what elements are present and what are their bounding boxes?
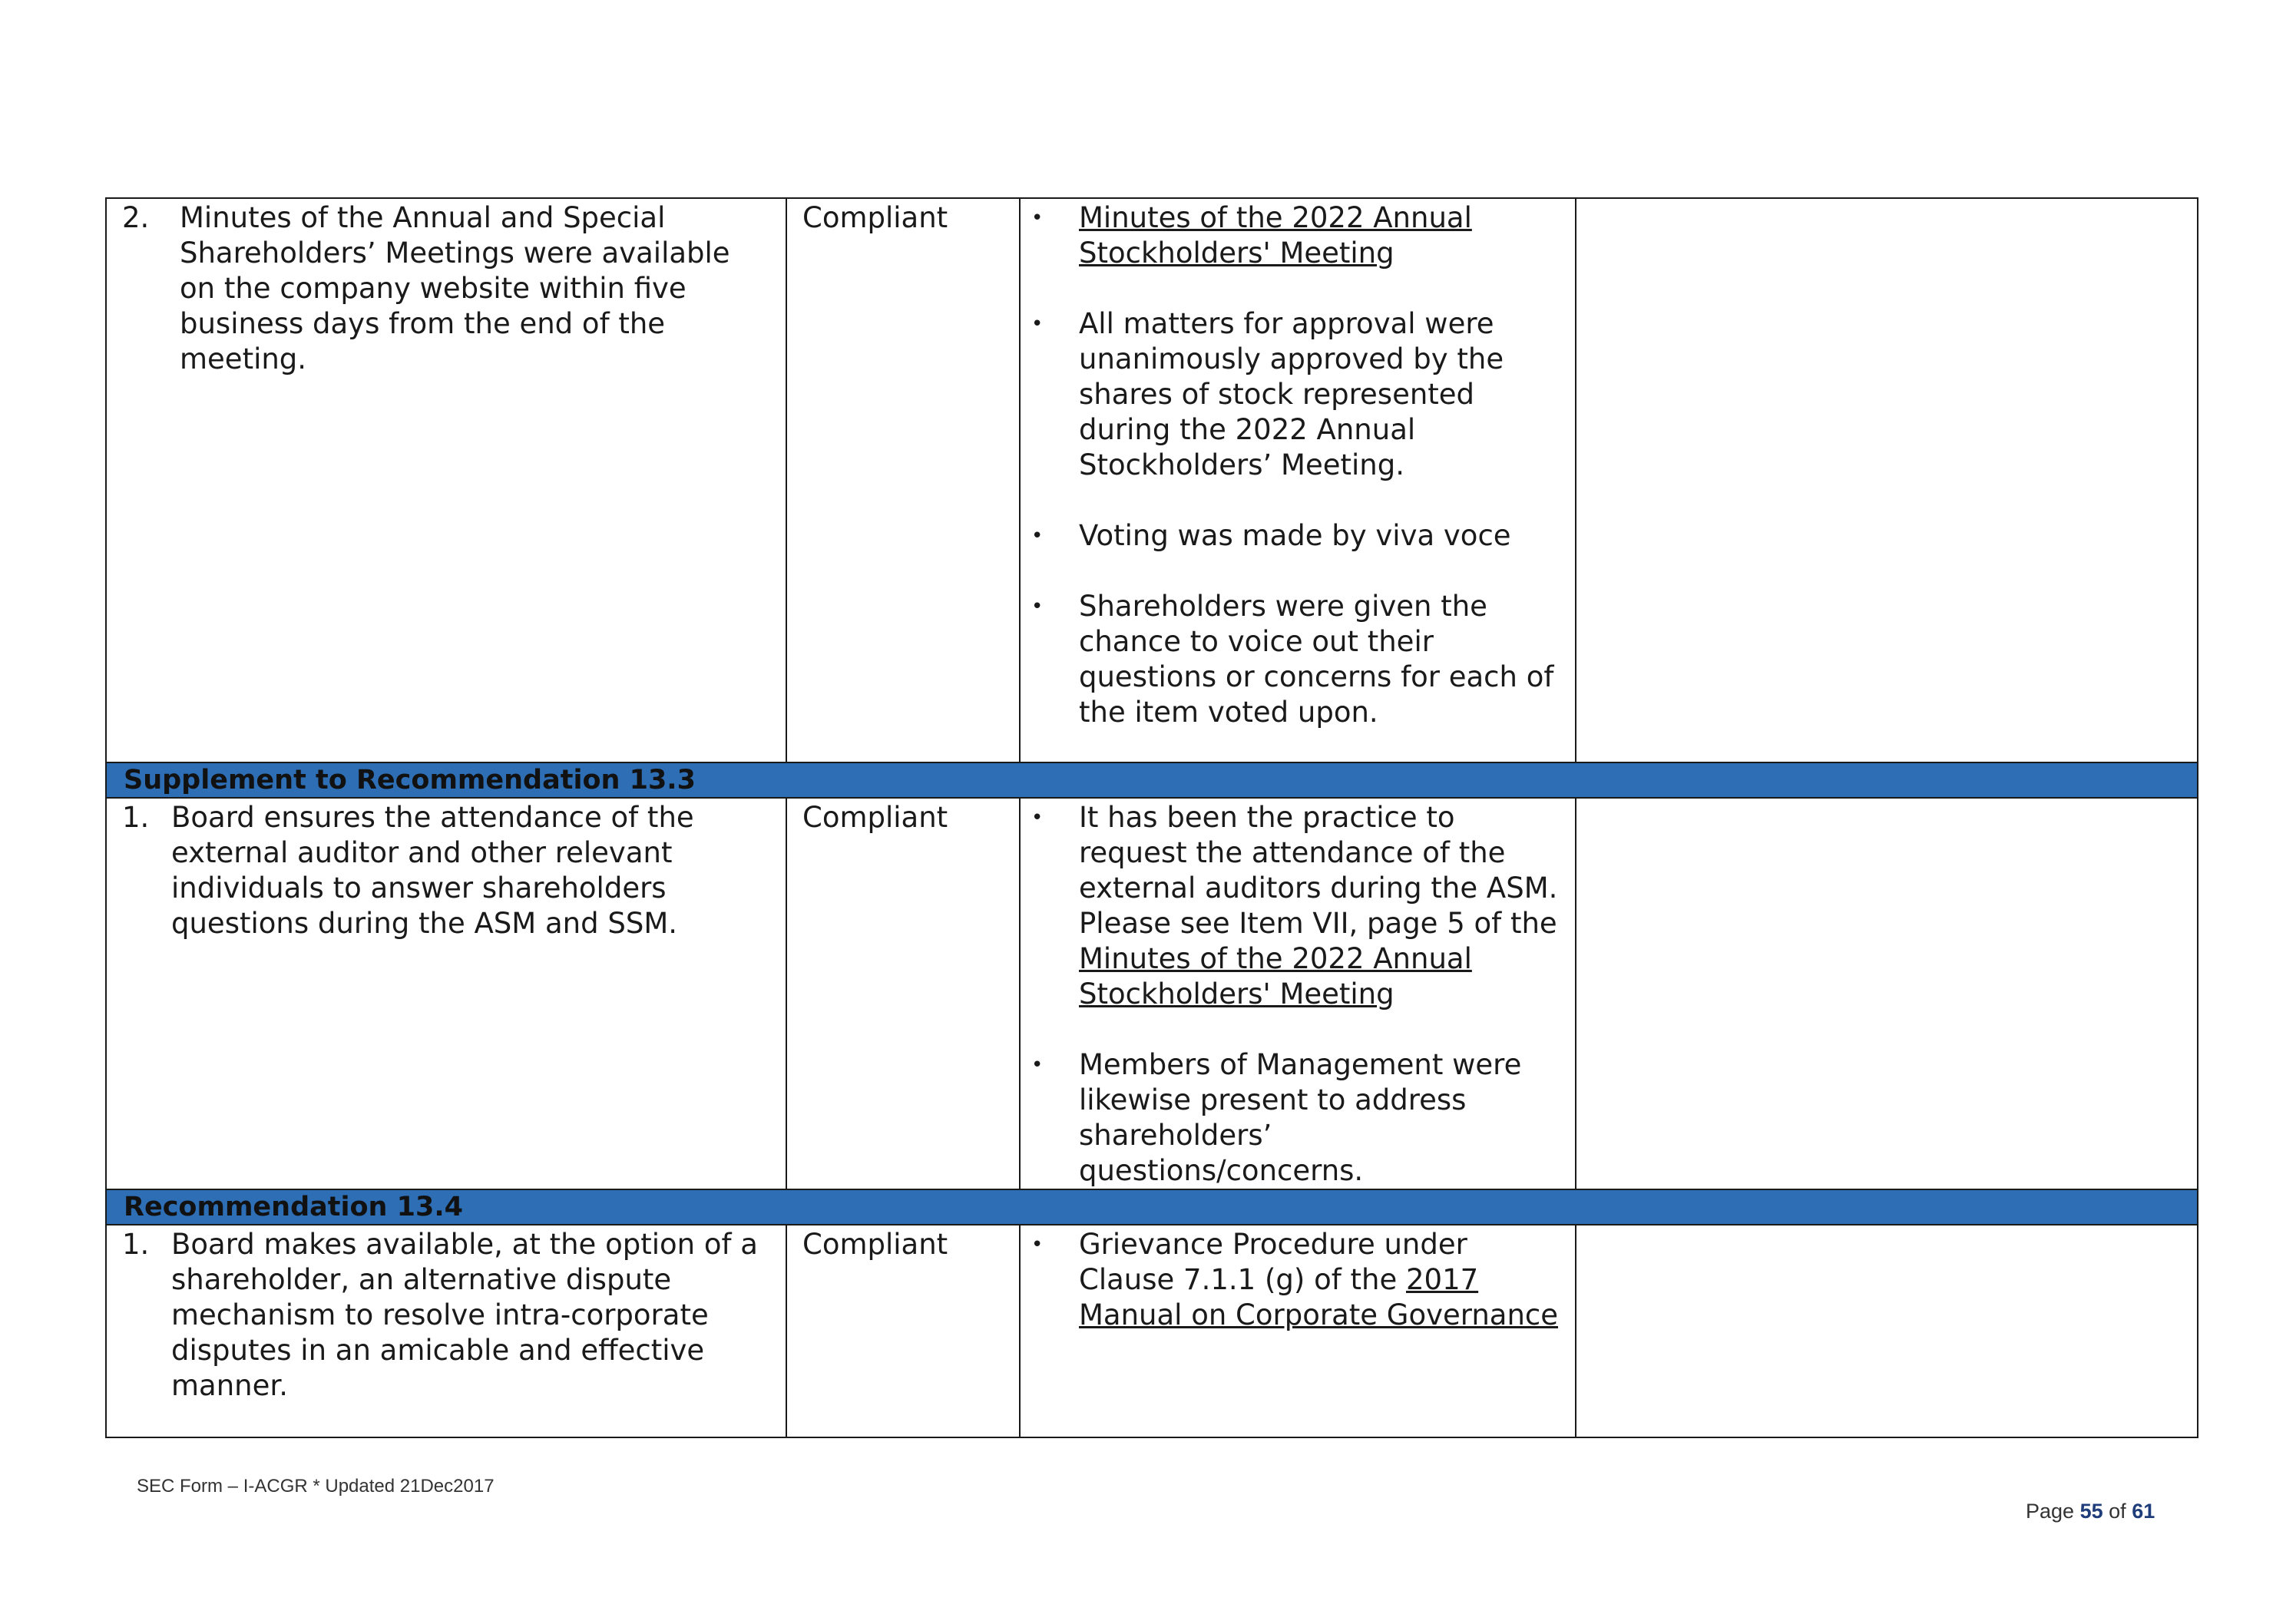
item-number: 2.	[122, 201, 150, 234]
section-header: Recommendation 13.4	[106, 1189, 2198, 1225]
bullet-text: Members of Management were likewise present to address shareholders’ questions/concerns.	[1079, 1048, 1522, 1187]
bullet-icon: •	[1031, 524, 1044, 547]
bullet-icon: •	[1031, 313, 1044, 336]
bullet-text: Voting was made by viva voce	[1079, 519, 1511, 552]
explanation-cell	[1020, 198, 1576, 762]
compliance-table	[105, 197, 2198, 1438]
item-number: 1.	[122, 1228, 150, 1261]
compliance-status: Compliant	[802, 201, 948, 234]
recommendation-cell	[106, 198, 786, 762]
section-header: Supplement to Recommendation 13.3	[106, 762, 2198, 798]
compliance-status: Compliant	[802, 1228, 948, 1261]
manual-link[interactable]: 2017 Manual on Corporate Governance	[1079, 1263, 1558, 1331]
bullet-text: Shareholders were given the chance to voice out their questions or concerns for each of the item voted upon.	[1079, 590, 1554, 729]
status-cell	[786, 198, 1020, 762]
bullet-text: Grievance Procedure under Clause 7.1.1 (g) of the	[1079, 1228, 1467, 1296]
list-item	[1031, 200, 1564, 271]
recommendation-cell	[106, 1225, 786, 1437]
recommendation-cell	[106, 798, 786, 1189]
current-page: 55	[2079, 1500, 2103, 1523]
bullet-icon: •	[1031, 1233, 1044, 1256]
item-text: Minutes of the Annual and Special Shareholders’ Meetings were available on the company website within five business days from the end of the meeting.	[180, 201, 730, 375]
page-number	[2026, 1500, 2155, 1523]
explanation-list	[1021, 199, 1575, 730]
list-item	[1031, 518, 1564, 554]
bullet-text: It has been the practice to request the attendance of the external auditors during the ASM. Please see Item VII, page 5 of the	[1079, 801, 1558, 940]
explanation-list	[1021, 1225, 1575, 1333]
item-text: Board makes available, at the option of a shareholder, an alternative dispute mechanism to resolve intra-corporate disputes in an amicable and effective manner.	[171, 1228, 758, 1402]
table-row	[106, 198, 2198, 762]
bullet-icon: •	[1031, 806, 1044, 829]
list-item	[1031, 800, 1564, 1012]
explanation-cell	[1020, 798, 1576, 1189]
bullet-icon: •	[1031, 207, 1044, 230]
list-item	[1031, 589, 1564, 730]
compliance-status: Compliant	[802, 801, 948, 834]
list-item	[1031, 306, 1564, 483]
section-header-row	[106, 762, 2198, 798]
item-text: Board ensures the attendance of the external auditor and other relevant individuals to answer shareholders questions during the ASM and SSM.	[171, 801, 694, 940]
list-item	[1031, 1047, 1564, 1189]
remarks-cell	[1576, 198, 2198, 762]
explanation-list	[1021, 799, 1575, 1189]
table-row	[106, 798, 2198, 1189]
of-label: of	[2109, 1500, 2126, 1523]
bullet-icon: •	[1031, 595, 1044, 618]
remarks-cell	[1576, 1225, 2198, 1437]
table-row	[106, 1225, 2198, 1437]
status-cell	[786, 798, 1020, 1189]
bullet-icon: •	[1031, 1053, 1044, 1077]
list-item	[1031, 1227, 1564, 1333]
minutes-link[interactable]: Minutes of the 2022 Annual Stockholders' Meeting	[1079, 942, 1472, 1010]
total-pages: 61	[2132, 1500, 2155, 1523]
section-header-row	[106, 1189, 2198, 1225]
explanation-cell	[1020, 1225, 1576, 1437]
status-cell	[786, 1225, 1020, 1437]
page-label: Page	[2026, 1500, 2075, 1523]
item-number: 1.	[122, 801, 150, 834]
bullet-text: All matters for approval were unanimously approved by the shares of stock represented during the 2022 Annual Stockholders’ Meeting.	[1079, 307, 1504, 481]
form-footer: SEC Form – I-ACGR * Updated 21Dec2017	[137, 1476, 495, 1497]
remarks-cell	[1576, 798, 2198, 1189]
minutes-link[interactable]: Minutes of the 2022 Annual Stockholders' Meeting	[1079, 201, 1472, 270]
